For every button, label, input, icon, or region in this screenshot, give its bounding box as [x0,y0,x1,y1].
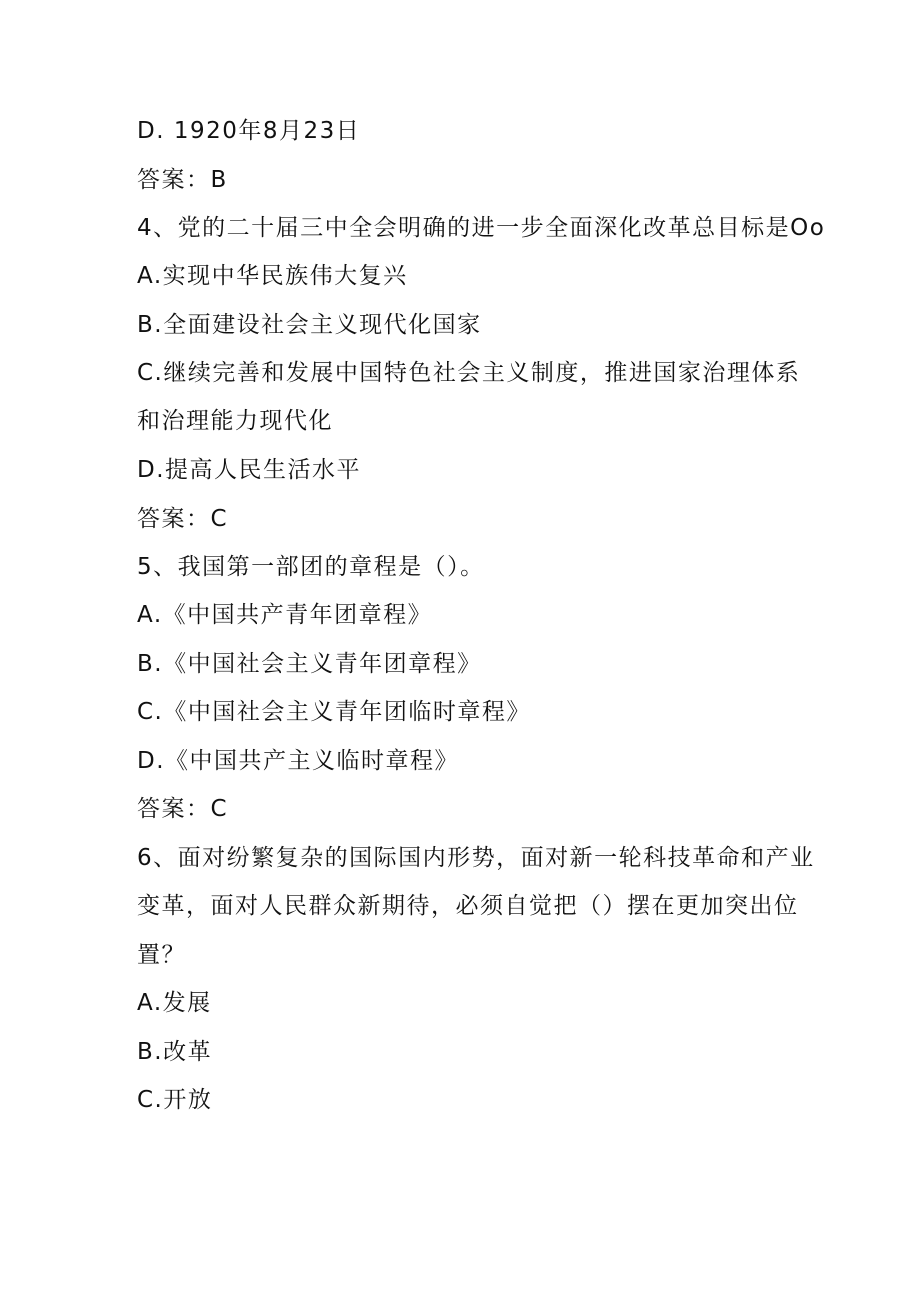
option-c-q6: C.开放 [137,1087,213,1113]
answer-q4: 答案：C [137,506,229,532]
option-b-q6: B.改革 [137,1039,213,1065]
question-6-line-2: 变革，面对人民群众新期待，必须自觉把（）摆在更加突出位 [137,893,799,919]
option-d-q4: D.提高人民生活水平 [137,457,362,483]
option-a-q4: A.实现中华民族伟大复兴 [137,263,408,289]
question-5: 5、我国第一部团的章程是（）。 [137,554,485,580]
option-a-q6: A.发展 [137,990,212,1016]
option-c-q5: C.《中国社会主义青年团临时章程》 [137,699,531,725]
answer-q3: 答案：B [137,167,228,193]
answer-q5: 答案：C [137,796,229,822]
option-b-q4: B.全面建设社会主义现代化国家 [137,312,482,338]
option-c-q4-continued: 和治理能力现代化 [137,408,333,434]
option-d-q3: D. 1920年8月23日 [137,118,361,144]
option-a-q5: A.《中国共产青年团章程》 [137,602,433,628]
question-6: 6、面对纷繁复杂的国际国内形势，面对新一轮科技革命和产业 [137,845,815,871]
question-4: 4、党的二十届三中全会明确的进一步全面深化改革总目标是Oo [137,215,826,241]
question-6-line-3: 置？ [137,942,186,968]
option-c-q4: C.继续完善和发展中国特色社会主义制度，推进国家治理体系 [137,360,801,386]
option-b-q5: B.《中国社会主义青年团章程》 [137,651,482,677]
option-d-q5: D.《中国共产主义临时章程》 [137,748,460,774]
